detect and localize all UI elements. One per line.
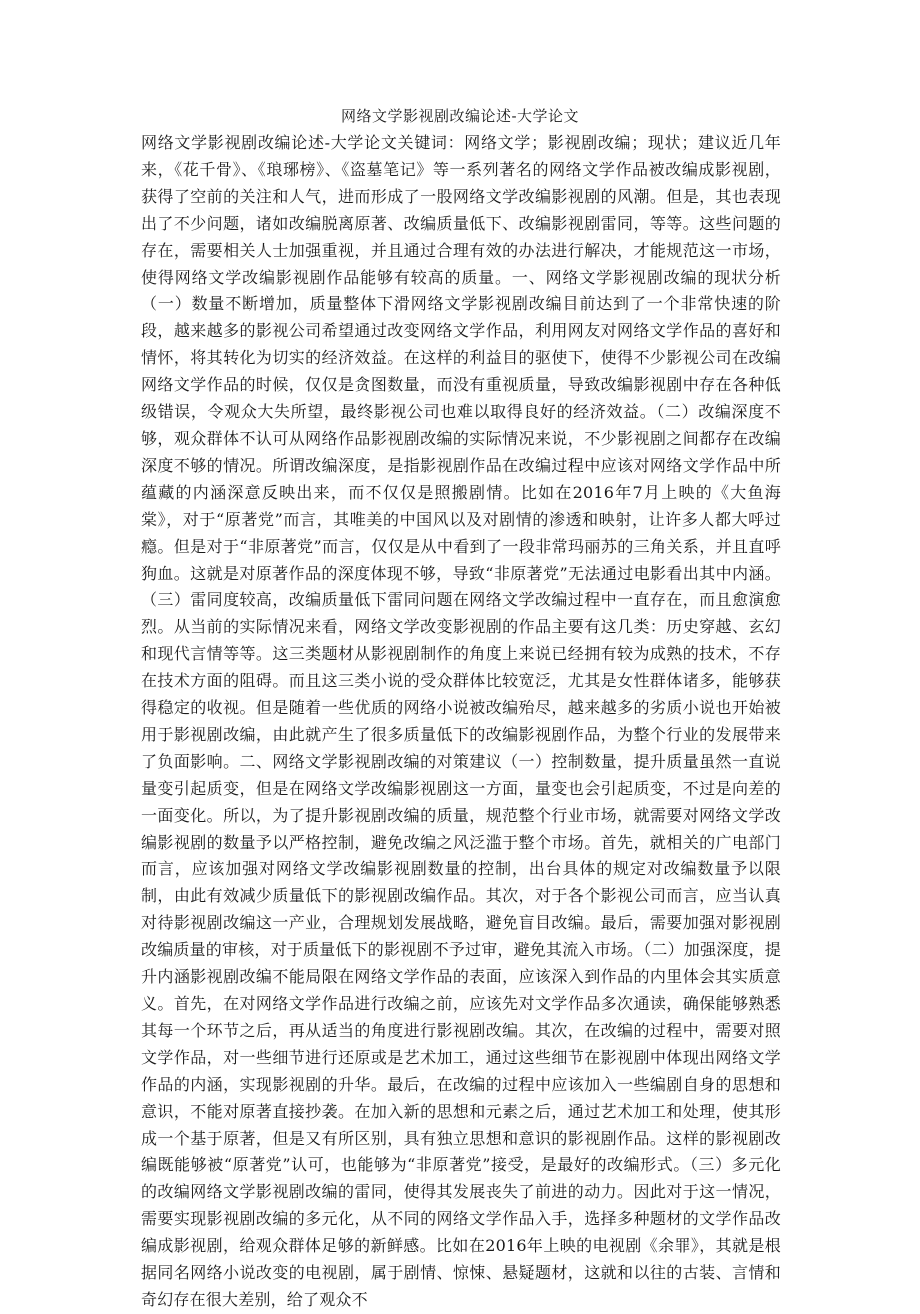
document-body-text: 网络文学影视剧改编论述-大学论文关键词：网络文学；影视剧改编；现状；建议近几年来，《花千骨》、《琅琊榜》、《盗墓笔记》等一系列著名的网络文学作品被改编成影视剧，获得了空前的关注和人气，进而形成了一股网络文学改编影视剧的风潮。但是，其也表现出了不少问题，诸如改编脱离原著、改编质量低下、改编影视剧雷同，等等。这些问题的存在，需要相关人士加强重视，并且通过合理有效的办法进行解决，才能规范这一市场，使得网络文学改编影视剧作品能够有较高的质量。一、网络文学影视剧改编的现状分析（一）数量不断增加，质量整体下滑网络文学影视剧改编目前达到了一个非常快速的阶段，越来越多的影视公司希望通过改变网络文学作品，利用网友对网络文学作品的喜好和情怀，将其转化为切实的经济效益。在这样的利益目的驱使下，使得不少影视公司在改编网络文学作品的时候，仅仅是贪图数量，而没有重视质量，导致改编影视剧中存在各种低级错误，令观众大失所望，最终影视公司也难以取得良好的经济效益。（二）改编深度不够，观众群体不认可从网络作品影视剧改编的实际情况来说，不少影视剧之间都存在改编深度不够的情况。所谓改编深度，是指影视剧作品在改编过程中应该对网络文学作品中所蕴藏的内涵深意反映出来，而不仅仅是照搬剧情。比如在2016年7月上映的《大鱼海棠》，对于“原著党”而言，其唯美的中国风以及对剧情的渗透和映射，让许多人都大呼过瘾。但是对于“非原著党”而言，仅仅是从中看到了一段非常玛丽苏的三角关系，并且直呼狗血。这就是对原著作品的深度体现不够，导致“非原著党”无法通过电影看出其中内涵。（三）雷同度较高，改编质量低下雷同问题在网络文学改编过程中一直存在，而且愈演愈烈。从当前的实际情况来看，网络文学改变影视剧的作品主要有这几类：历史穿越、玄幻和现代言情等等。这三类题材从影视剧制作的角度上来说已经拥有较为成熟的技术，不存在技术方面的阻碍。而且这三类小说的受众群体比较宽泛，尤其是女性群体诸多，能够获得稳定的收视。但是随着一些优质的网络小说被改编殆尽，越来越多的劣质小说也开始被用于影视剧改编，由此就产生了很多质量低下的改编影视剧作品，为整个行业的发展带来了负面影响。二、网络文学影视剧改编的对策建议（一）控制数量，提升质量虽然一直说量变引起质变，但是在网络文学改编影视剧这一方面，量变也会引起质变，不过是向差的一面变化。所以，为了提升影视剧改编的质量，规范整个行业市场，就需要对网络文学改编影视剧的数量予以严格控制，避免改编之风泛滥于整个市场。首先，就相关的广电部门而言，应该加强对网络文学改编影视剧数量的控制，出台具体的规定对改编数量予以限制，由此有效减少质量低下的影视剧改编作品。其次，对于各个影视公司而言，应当认真对待影视剧改编这一产业，合理规划发展战略，避免盲目改编。最后，需要加强对影视剧改编质量的审核，对于质量低下的影视剧不予过审，避免其流入市场。（二）加强深度，提升内涵影视剧改编不能局限在网络文学作品的表面，应该深入到作品的内里体会其实质意义。首先，在对网络文学作品进行改编之前，应该先对文学作品多次通读，确保能够熟悉其每一个环节之后，再从适当的角度进行影视剧改编。其次，在改编的过程中，需要对照文学作品，对一些细节进行还原或是艺术加工，通过这些细节在影视剧中体现出网络文学作品的内涵，实现影视剧的升华。最后，在改编的过程中应该加入一些编剧自身的思想和意识，不能对原著直接抄袭。在加入新的思想和元素之后，通过艺术加工和处理，使其形成一个基于原著，但是又有所区别，具有独立思想和意识的影视剧作品。这样的影视剧改编既能够被“原著党”认可，也能够为“非原著党”接受，是最好的改编形式。（三）多元化的改编网络文学影视剧改编的雷同，使得其发展丧失了前进的动力。因此对于这一情况，需要实现影视剧改编的多元化，从不同的网络文学作品入手，选择多种题材的文学作品改编成影视剧，给观众群体足够的新鲜感。比如在2016年上映的电视剧《余罪》，其就是根据同名网络小说改变的电视剧，属于剧情、惊悚、悬疑题材，这就和以往的古装、言情和奇幻存在很大差别，给了观众不 [141,133,782,1309]
document-title: 网络文学影视剧改编论述-大学论文 [340,107,580,125]
